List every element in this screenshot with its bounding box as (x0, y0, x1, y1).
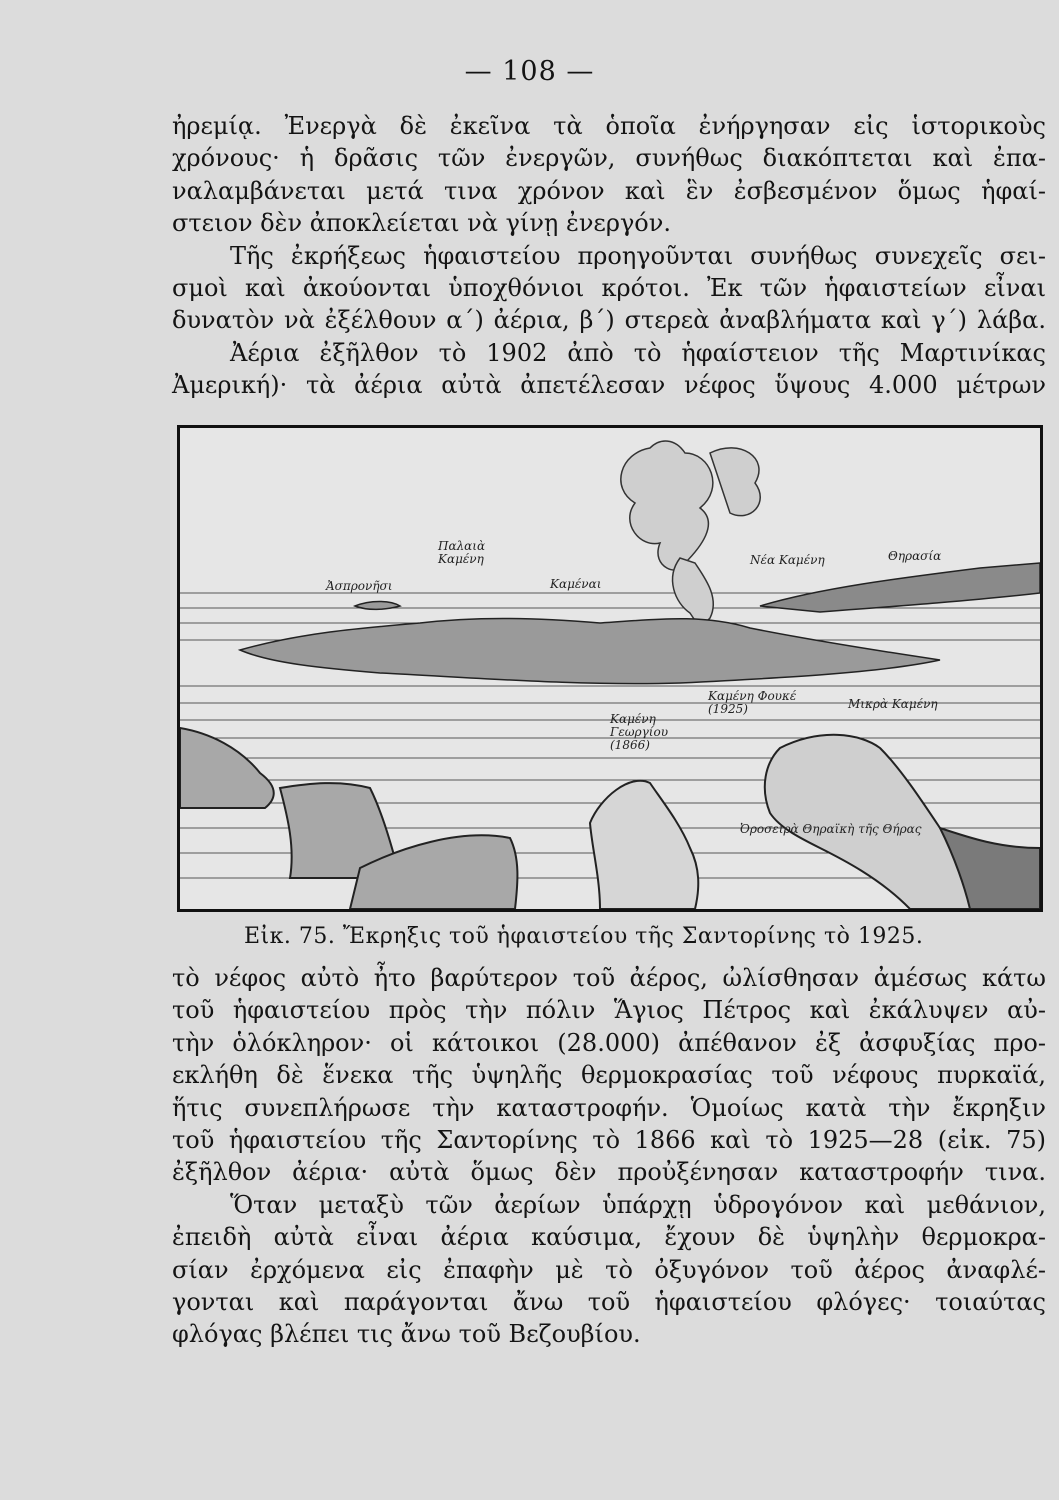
label-kameni-fouke: Καμένη Φουκέ (1925) (708, 689, 797, 716)
page-number: — 108 — (464, 56, 595, 87)
text-line: τὸ νέφος αὐτὸ ἦτο βαρύτερον τοῦ ἀέρος, ὠλίσθησαν ἀμέσως κάτω (172, 964, 1046, 992)
text-line: Ἀμερική)· τὰ ἀέρια αὐτὰ ἀπετέλεσαν νέφος ὕψους 4.000 μέτρων (172, 371, 1046, 400)
text-line: τοῦ ἡφαιστείου τῆς Σαντορίνης τὸ 1866 καὶ τὸ 1925—28 (εἰκ. 75) (172, 1125, 1046, 1154)
text-line: χρόνους· ἡ δρᾶσις τῶν ἐνεργῶν, συνήθως διακόπτεται καὶ ἐπα- (172, 144, 1046, 173)
eruption-drawing (180, 428, 1040, 909)
label-kamenai: Καμέναι (550, 577, 602, 591)
text-line: σίαν ἐρχόμενα εἰς ἐπαφὴν μὲ τὸ ὀξυγόνον τοῦ ἀέρος ἀναφλέ- (172, 1255, 1046, 1284)
text-line: ἠρεμίᾳ. Ἐνεργὰ δὲ ἐκεῖνα τὰ ὁποῖα ἐνήργησαν εἰς ἱστορικοὺς (172, 112, 1046, 140)
text-line: στειον δὲν ἀποκλείεται νὰ γίνῃ ἐνεργόν. (172, 209, 671, 238)
top-paragraphs (172, 110, 1046, 402)
text-line: Τῆς ἐκρήξεως ἡφαιστείου προηγοῦνται συνήθως συνεχεῖς σει- (230, 241, 1046, 270)
text-line: φλόγας βλέπει τις ἄνω τοῦ Βεζουβίου. (172, 1320, 641, 1349)
label-nea-kameni: Νέα Καμένη (750, 553, 825, 567)
label-kameni-georgiou: Καμένη Γεωργίου (1866) (610, 712, 669, 752)
text-line: ἥτις συνεπλήρωσε τὴν καταστροφήν. Ὁμοίως κατὰ τὴν ἔκρηξιν (172, 1093, 1046, 1122)
label-aspronisi: Ἀσπρονῆσι (326, 579, 393, 593)
label-mikra-kameni: Μικρὰ Καμένη (848, 697, 938, 711)
text-line: Ὅταν μεταξὺ τῶν ἀερίων ὑπάρχῃ ὑδρογόνον καὶ μεθάνιον, (230, 1190, 1046, 1219)
label-oroseira: Ὀροσειρὰ Θηραϊκὴ τῆς Θήρας (740, 822, 922, 836)
text-line: Ἀέρια ἐξῆλθον τὸ 1902 ἀπὸ τὸ ἡφαίστειον τῆς Μαρτινίκας (230, 338, 1046, 367)
label-thirasia: Θηρασία (888, 549, 942, 563)
text-line: εκλήθη δὲ ἕνεκα τῆς ὑψηλῆς θερμοκρασίας τοῦ νέφους πυρκαϊά, (172, 1061, 1046, 1090)
text-line: ἐπειδὴ αὐτὰ εἶναι ἀέρια καύσιμα, ἔχουν δὲ ὑψηλὴν θερμοκρα- (172, 1223, 1046, 1252)
text-line: τὴν ὁλόκληρον· οἱ κάτοικοι (28.000) ἀπέθανον ἐξ ἀσφυξίας προ- (172, 1028, 1046, 1057)
label-palaia-kameni: Παλαιὰ Καμένη (438, 539, 486, 566)
text-line: σμοὶ καὶ ἀκούονται ὑποχθόνιοι κρότοι. Ἐκ τῶν ἡφαιστείων εἶναι (172, 273, 1046, 302)
text-line: τοῦ ἡφαιστείου πρὸς τὴν πόλιν Ἅγιος Πέτρος καὶ ἐκάλυψεν αὐ- (172, 996, 1046, 1025)
figure-caption: Εἰκ. 75. Ἔκρηξις τοῦ ἡφαιστείου τῆς Σαντορίνης τὸ 1925. (244, 924, 924, 949)
text-line: ἐξῆλθον ἀέρια· αὐτὰ ὅμως δὲν προὐξένησαν καταστροφήν τινα. (172, 1158, 1046, 1187)
santorini-eruption-illustration (177, 425, 1043, 912)
text-line: ναλαμβάνεται μετά τινα χρόνον καὶ ἓν ἐσβεσμένον ὅμως ἡφαί- (172, 176, 1046, 205)
bottom-paragraphs (172, 962, 1046, 1351)
text-line: γονται καὶ παράγονται ἄνω τοῦ ἡφαιστείου φλόγες· τοιαύτας (172, 1287, 1046, 1316)
text-line: δυνατὸν νὰ ἐξέλθουν α΄) ἀέρια, β΄) στερεὰ ἀναβλήματα καὶ γ΄) λάβα. (172, 306, 1046, 335)
